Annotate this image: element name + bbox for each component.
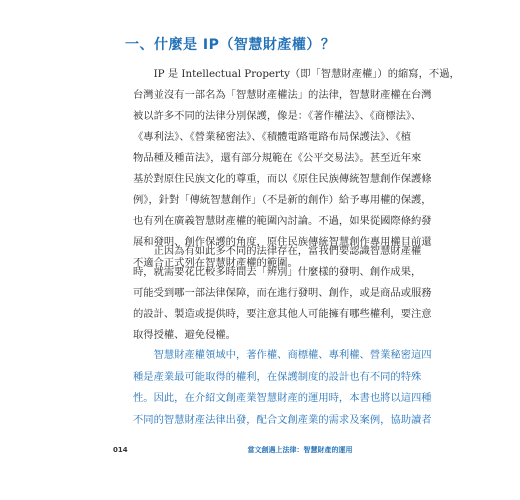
text-line: 被以許多不同的法律分別保護，像是：《著作權法》、《商標法》、 [133, 110, 422, 122]
text-line: 展和發明、創作保護的角度，原住民族傳統智慧創作專用權目前還 [133, 236, 432, 248]
text-line: 《專利法》、《營業秘密法》、《積體電路電路布局保護法》、《植 [133, 131, 412, 143]
paragraph-highlight [133, 345, 432, 431]
text-line: 的設計、製造或提供時，要注意其他人可能擁有哪些權利，要注意 [133, 308, 432, 320]
text-line: 也有列在廣義智慧財產權的範圍內討論。不過，如果從國際條約發 [133, 215, 432, 227]
paragraph-law-identification [133, 241, 432, 346]
page-number: 014 [113, 446, 128, 454]
text-line: 取得授權、避免侵權。 [133, 329, 236, 341]
text-line: 時，就需要花比較多時間去「辨別」什麼樣的發明、創作成果， [133, 266, 422, 278]
text-line: 不適合正式列在智慧財產權的範圍。 [133, 257, 298, 269]
section-heading: 一、什麼是 IP（智慧財產權）？ [125, 37, 336, 53]
text-line: 基於對原住民族文化的尊重，而以《原住民族傳統智慧創作保護條 [133, 173, 432, 185]
text-line: 不同的智慧財產法律出發，配合文創產業的需求及案例，協助讀者 [133, 413, 432, 426]
text-line: 性。因此，在介紹文創產業智慧財產的運用時，本書也將以這四種 [133, 392, 432, 404]
text-line: IP 是 Intellectual Property（即「智慧財產權」）的縮寫，不過， [133, 68, 460, 80]
text-line: 正因為有如此多不同的法律存在，當我們要認識智慧財產權 [133, 245, 422, 257]
running-title: 當文創遇上法律：智慧財產的運用 [247, 446, 353, 454]
text-line: 智慧財產權領域中，著作權、商標權、專利權、營業秘密這四 [133, 349, 432, 361]
text-line: 物品種及種苗法》，還有部分規範在《公平交易法》。甚至近年來 [133, 152, 422, 164]
text-line: 種是產業最可能取得的權利，在保護制度的設計也有不同的特殊 [133, 370, 422, 383]
text-line: 可能受到哪一部法律保障，而在進行發明、創作，或是商品或服務 [133, 287, 432, 299]
text-line: 例》，針對「傳統智慧創作」（不是新的創作）給予專用權的保護， [133, 194, 432, 206]
text-line: 台灣並沒有一部名為「智慧財產權法」的法律，智慧財產權在台灣 [133, 89, 432, 101]
